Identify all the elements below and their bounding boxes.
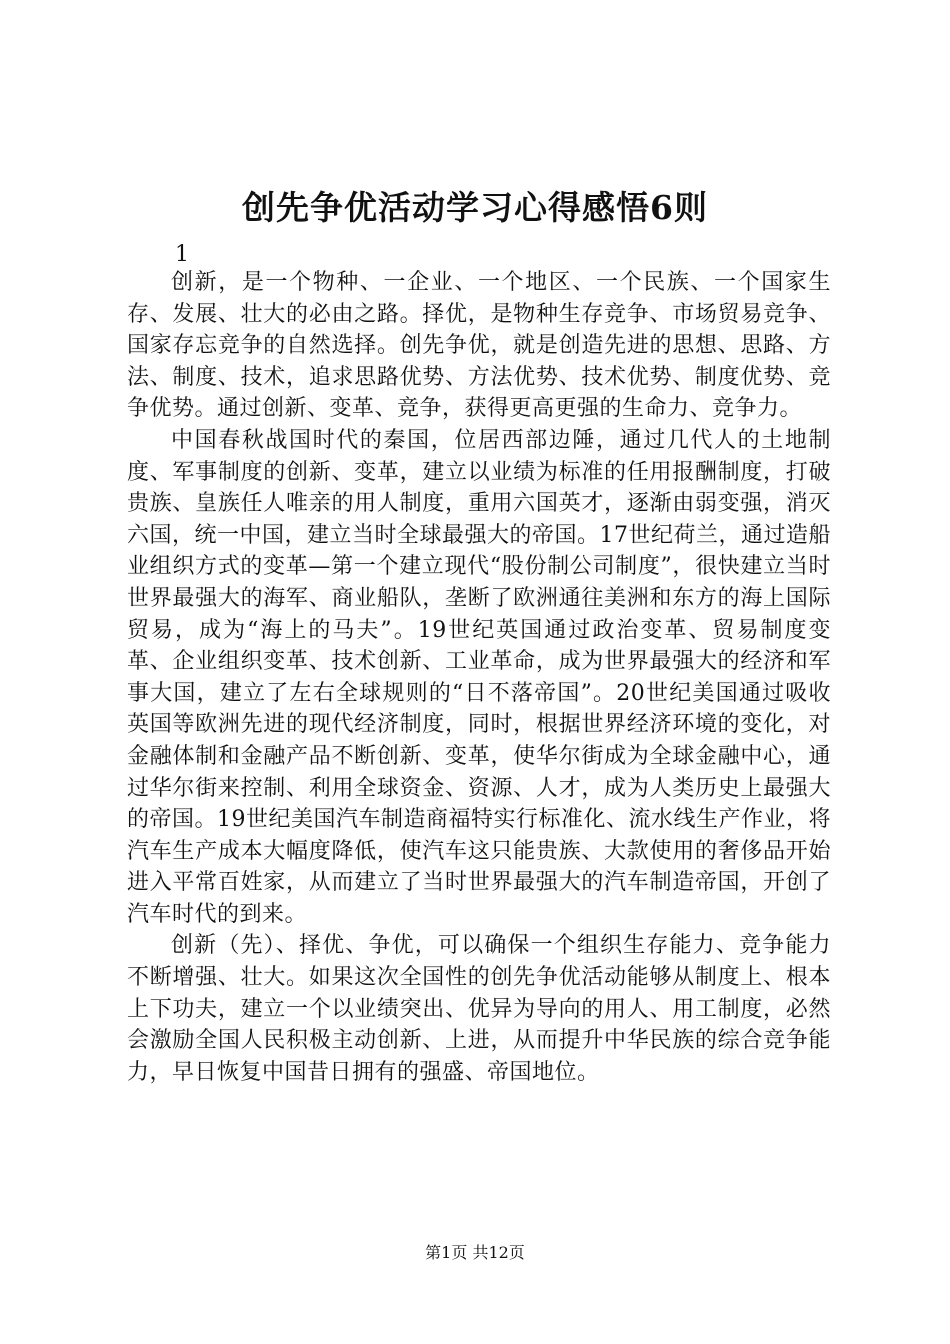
section-number: 1	[175, 242, 189, 267]
paragraph-1: 创新，是一个物种、一企业、一个地区、一个民族、一个国家生存、发展、壮大的必由之路。择优，是物种生存竞争、市场贸易竞争、国家存忘竞争的自然选择。创先争优，就是创造先进的思想、思路、方法、制度、技术，追求思路优势、方法优势、技术优势、制度优势、竞争优势。通过创新、变革、竞争，获得更高更强的生命力、竞争力。	[127, 270, 831, 422]
paragraph-3: 创新（先）、择优、争优，可以确保一个组织生存能力、竞争能力不断增强、壮大。如果这次全国性的创先争优活动能够从制度上、根本上下功夫，建立一个以业绩突出、优异为导向的用人、用工制度，必然会激励全国人民积极主动创新、上进，从而提升中华民族的综合竞争能力，早日恢复中国昔日拥有的强盛、帝国地位。	[127, 933, 831, 1085]
page-footer: 第1页 共12页	[425, 1243, 525, 1262]
paragraph-2: 中国春秋战国时代的秦国，位居西部边陲，通过几代人的土地制度、军事制度的创新、变革，建立以业绩为标准的任用报酬制度，打破贵族、皇族任人唯亲的用人制度，重用六国英才，逐渐由弱变强，消灭六国，统一中国，建立当时全球最强大的帝国。17世纪荷兰，通过造船业组织方式的变革—第一个建立现代“股份制公司制度”，很快建立当时世界最强大的海军、商业船队，垄断了欧洲通往美洲和东方的海上国际贸易，成为“海上的马夫”。19世纪英国通过政治变革、贸易制度变革、企业组织变革、技术创新、工业革命，成为世界最强大的经济和军事大国，建立了左右全球规则的“日不落帝国”。20世纪美国通过吸收英国等欧洲先进的现代经济制度，同时，根据世界经济环境的变化，对金融体制和金融产品不断创新、变革，使华尔街成为全球金融中心，通过华尔街来控制、利用全球资金、资源、人才，成为人类历史上最强大的帝国。19世纪美国汽车制造商福特实行标准化、流水线生产作业，将汽车生产成本大幅度降低，使汽车这只能贵族、大款使用的奢侈品开始进入平常百姓家，从而建立了当时世界最强大的汽车制造帝国，开创了汽车时代的到来。	[127, 427, 831, 927]
document-title: 创先争优活动学习心得感悟6则	[242, 188, 708, 227]
document-body	[127, 267, 831, 1088]
